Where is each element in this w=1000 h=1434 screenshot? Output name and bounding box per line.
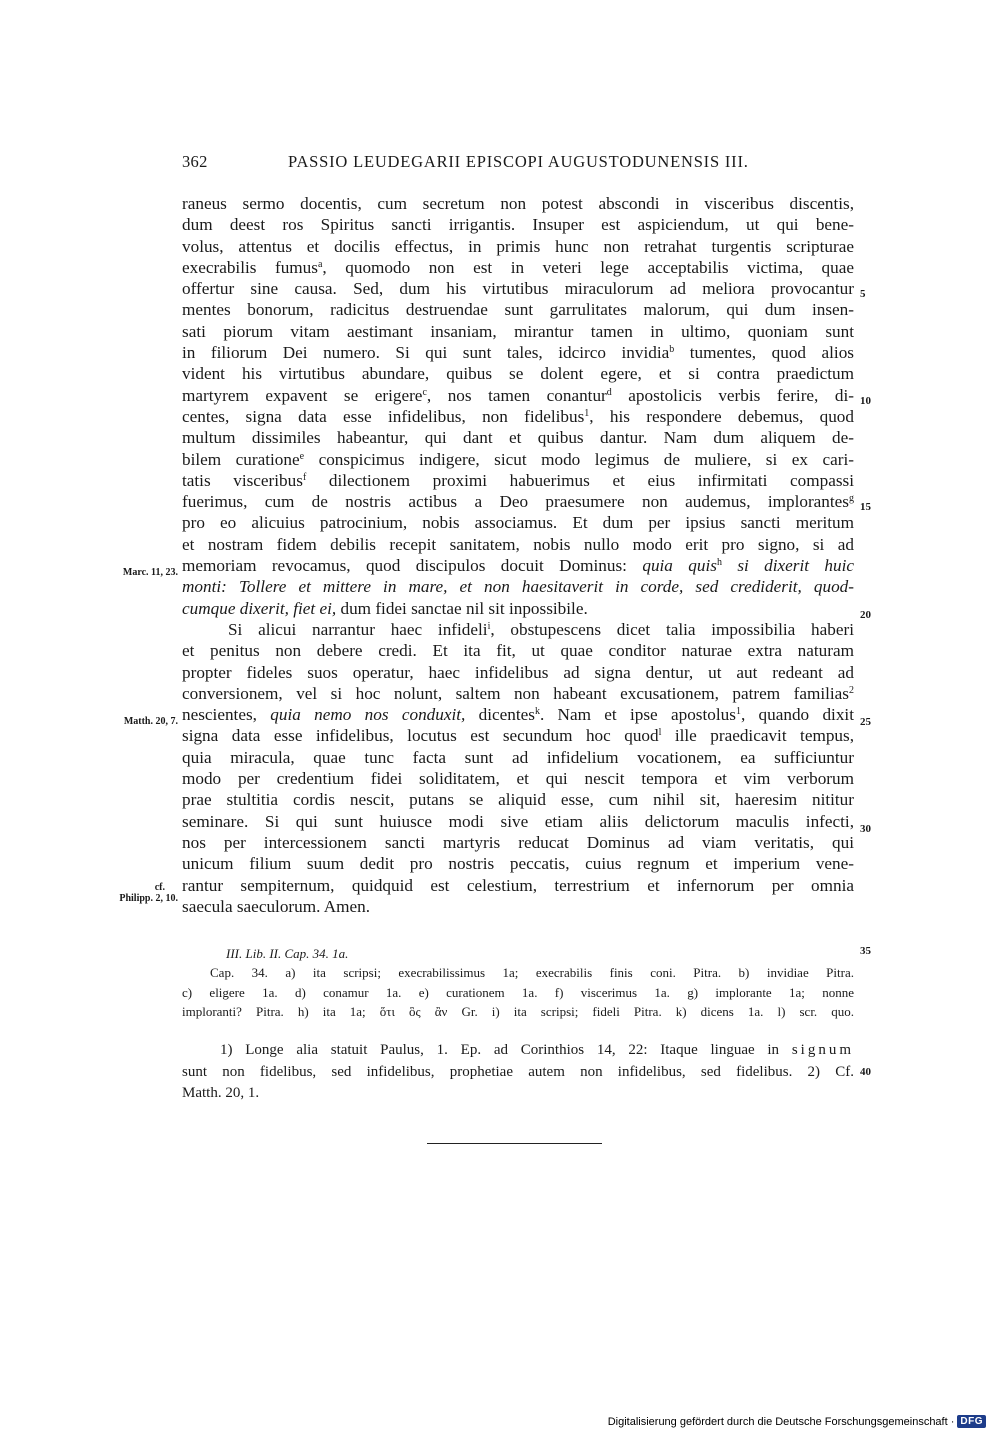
running-title: PASSIO LEUDEGARII EPISCOPI AUGUSTODUNENSIS III.	[288, 152, 749, 171]
end-rule	[427, 1143, 602, 1144]
text-line: memoriam revocamus, quod discipulos docuit Dominus: quia quis$^h$ si dixerit huic	[182, 556, 855, 576]
text-line: Si alicui narrantur haec infideli$^i$, obstupescens dicet talia impossibilia haberi	[228, 619, 854, 639]
text-line: martyrem expavent se erigere$^c$, nos tamen conantur$^d$ apostolicis verbis ferire, di-	[182, 385, 854, 405]
text-line: unicum filium suum dedit pro nostris peccatis, cuius regnum et imperium vene-	[182, 854, 854, 874]
text-line: modo per credentium fidei soliditatem, et qui nescit tempora et vim verborum	[182, 769, 854, 789]
line-number-40: 40	[860, 1066, 871, 1078]
apparatus-line: imploranti? Pitra. h) ita 1a; ὅτι ὃς ἂν Gr. i) ita scripsi; fideli Pitra. k) dicens 1a. l) scr. quo.	[182, 1003, 854, 1019]
line-number-15: 15	[860, 501, 871, 513]
footnote-spaced-word: signum	[791, 1042, 855, 1058]
text-line: nos per intercessionem sancti martyris reducat Dominus ad viam veritatis, qui	[182, 832, 854, 852]
text-line: mentes bonorum, radicitus destruendae sunt garrulitates malorum, qui dum insen-	[182, 300, 854, 320]
text-line: volus, attentus et docilis effectus, in primis hunc non retrahat turgentis scripturae	[182, 236, 854, 256]
footnote-line	[182, 1040, 854, 1062]
critical-apparatus	[182, 944, 854, 1021]
margin-ref-philipp: Philipp. 2, 10.	[119, 893, 178, 904]
text-line: et nostram fidem debilis recepit sanitatem, nobis nullo modo erit pro signo, si ad	[182, 534, 854, 554]
text-line: bilem curatione$^e$ conspicimus indigere, sicut modo legimus de muliere, si ex cari-	[182, 449, 854, 469]
margin-ref-philipp-cf: cf.	[154, 882, 165, 893]
text-line: propter fideles suos operatur, haec infidelibus ad signa dentur, ut aut redeant ad	[182, 662, 854, 682]
text-line: saecula saeculorum. Amen.	[182, 896, 371, 916]
text-line: in filiorum Dei numero. Si qui sunt tales, idcirco invidia$^b$ tumentes, quod alios	[182, 343, 854, 363]
line-number-5: 5	[860, 288, 866, 300]
text-line: pro eo alicuius patrocinium, nobis associamus. Et dum per ipsius sancti meritum	[182, 513, 854, 533]
text-line: et penitus non debere credi. Et ita fit, ut quae conditor naturae extra naturam	[182, 641, 854, 661]
apparatus-line: Cap. 34. a) ita scripsi; execrabilissimus 1a; execrabilis finis coni. Pitra. b) invidiae Pitra.	[210, 965, 854, 981]
footnote-line: sunt non fidelibus, sed infidelibus, prophetiae autem non infidelibus, sed fidelibus. 2) Cf.	[182, 1063, 854, 1080]
footer-text: Digitalisierung gefördert durch die Deutsche Forschungsgemeinschaft ·	[607, 1415, 955, 1428]
text-line: nescientes, quia nemo nos conduxit, dicentes$^k$. Nam et ipse apostolus$^1$, quando dixit	[182, 705, 854, 725]
line-number-20: 20	[860, 609, 871, 621]
main-text	[182, 193, 854, 917]
apparatus-line: c) eligere 1a. d) conamur 1a. e) curationem 1a. f) viscerimus 1a. g) implorante 1a; nonne	[182, 984, 854, 1000]
text-line: prae stultitia cordis nescit, putans se aliquid esse, cum nihil sit, haeresim nititur	[182, 790, 854, 810]
text-line: raneus sermo docentis, cum secretum non potest abscondi in visceribus discentis,	[182, 194, 854, 213]
footnote-line: Matth. 20, 1.	[182, 1085, 260, 1101]
text-line: sati piorum vitam aestimant insaniam, mirantur tamen in ultimo, quoniam sunt	[182, 321, 854, 341]
text-line: multum dissimiles habeantur, qui dant et quibus dantur. Nam dum aliquem de-	[182, 428, 854, 448]
dfg-logo: DFG	[957, 1415, 986, 1428]
text-line: execrabilis fumus$^a$, quomodo non est in veteri lege acceptabilis victima, quae	[182, 257, 854, 277]
text-line: signa data esse infidelibus, locutus est secundum hoc quod$^l$ ille praedicavit tempus,	[182, 726, 854, 746]
text-line: dum deest ros Spiritus sancti irrigantis. Insuper est aspiciendum, ut qui bene-	[182, 215, 854, 235]
footnotes	[182, 1040, 854, 1105]
apparatus-heading: III. Lib. II. Cap. 34. 1a.	[226, 946, 349, 961]
text-line: seminare. Si qui sunt huiusce modi sive etiam aliis delictorum maculis infecti,	[182, 811, 854, 831]
footnote-text: 1) Longe alia statuit Paulus, 1. Ep. ad Corinthios 14, 22: Itaque linguae in	[220, 1042, 780, 1058]
text-line: rantur sempiternum, quidquid est celestium, terrestrium et infernorum per omnia	[182, 875, 854, 895]
line-number-10: 10	[860, 395, 871, 407]
text-line: quia miracula, quae tunc facta sunt ad infidelium vocationem, ea sufficiuntur	[182, 747, 854, 767]
margin-ref-marc: Marc. 11, 23.	[122, 567, 178, 578]
text-line: centes, signa data esse infidelibus, non fidelibus$^1$, his respondere debemus, quod	[182, 406, 854, 426]
text-line: conversionem, vel si hoc nolunt, saltem non habeant excusationem, patrem familias$^2$	[182, 683, 854, 703]
text-line: offertur sine causa. Sed, dum his virtutibus miraculorum ad meliora provocantur	[182, 279, 854, 299]
line-number-25: 25	[860, 716, 871, 728]
line-number-35: 35	[860, 945, 871, 957]
page-header	[182, 152, 854, 174]
text-line: fuerimus, cum de nostris actibus a Deo praesumere non audemus, implorantes$^g$	[182, 492, 854, 512]
margin-ref-matth: Matth. 20, 7.	[123, 716, 178, 727]
digitization-footer	[608, 1415, 986, 1428]
text-line: tatis visceribus$^f$ dilectionem proximi habuerimus et eius infirmitati compassi	[182, 470, 854, 490]
text-line: cumque dixerit, fiet ei, dum fidei sanctae nil sit inpossibile.	[182, 598, 588, 618]
text-line: monti: Tollere et mittere in mare, et non haesitaverit in corde, sed crediderit, quod-	[182, 577, 854, 597]
line-number-30: 30	[860, 823, 871, 835]
text-line: vident his virtutibus abundare, quibus se dolent egere, et si contra praedictum	[182, 364, 854, 384]
page-number: 362	[182, 152, 208, 171]
